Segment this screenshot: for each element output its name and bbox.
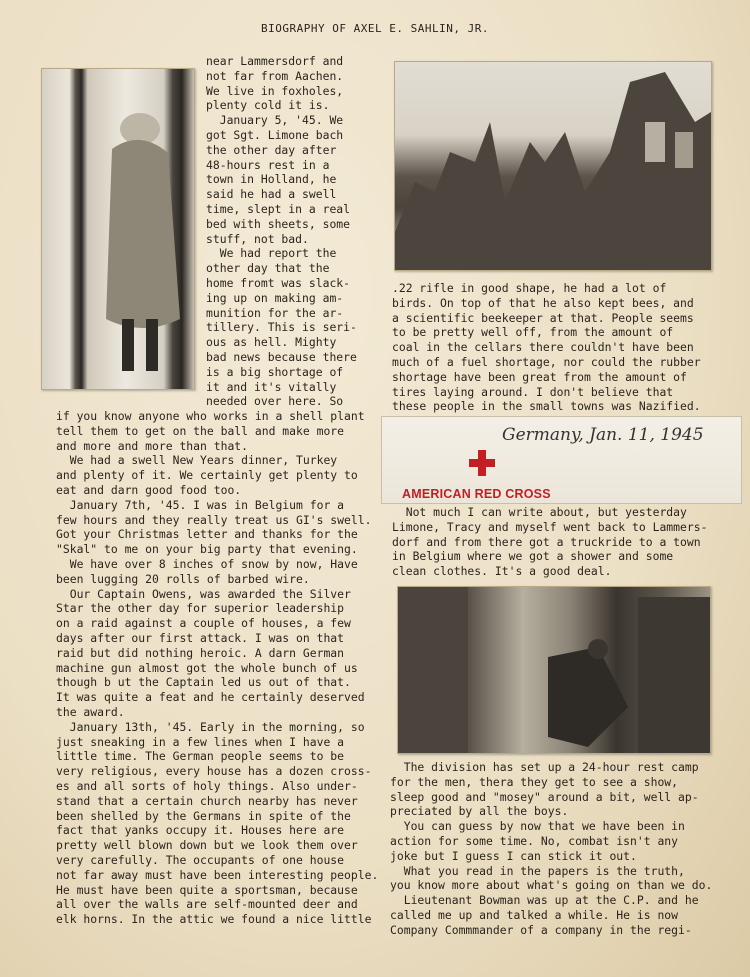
text-column-upper-left: near Lammersdorf and not far from Aachen. We live in foxholes, plenty cold it is. January 5, '45. We got Sgt. Limone bach the other day after 48-hours rest in a town in Holland, he said he had a swell time, slept in a real bed with sheets, some stuff, not bad. We had report the other day that the home fromt was slack- ing up on making am- munition for the ar- tillery. This is seri- ous as hell. Mighty bad news because there is a big shortage of it and it's vitally needed over here. So — [206, 54, 357, 409]
ruins-photo — [394, 61, 712, 271]
text-column-right-upper: .22 rifle in good shape, he had a lot of birds. On top of that he also kept bees, and a scientific beekeeper at that. People seems to be pretty well off, from the amount of coal in the cellars there couldn't have been much of a fuel shortage, nor could the rubber shortage have been great from the amount of tires laying around. I don't believe that these people in the small towns was Nazified. — [392, 281, 701, 414]
red-cross-clipping — [381, 416, 742, 504]
street-scene-icon — [398, 587, 710, 753]
ruins-silhouette-icon — [395, 62, 711, 270]
soldier-figure-icon — [42, 69, 194, 389]
text-column-left: if you know anyone who works in a shell plant tell them to get on the ball and make more and more and more than that. We had a swell New Years dinner, Turkey and plenty of it. We certainly get plenty to eat and darn good food too. January 7th, '45. I was in Belgium for a few hours and they really treat us GI's swell. Got your Christmas letter and thanks for the "Skal" to me on your big party that evening. We have over 8 inches of snow by now, Have been lugging 20 rolls of barbed wire. Our Captain Owens, was awarded the Silver Star the other day for superior leadership on a raid against a couple of houses, a few days after our first attack. I was on that raid but did nothing heroic. A darn German machine gun almost got the whole bunch of us though b ut the Captain led us out of that. It was quite a feat and he certainly deserved the award. January 13th, '45. Early in the morning, so just sneaking in a few lines when I have a little time. The German people seems to be very religious, every house has a dozen cross- es and all sorts of holy things. Also under- stand that a certain church nearby has never been shelled by the Germans in spite of the fact that yanks occupy it. Houses here are pretty well blown down but we look them over very carefully. The occupants of one house not far away must have been interesting people. He must have been quite a sportsman, because all over the walls are self-mounted deer and elk horns. In the attic we found a nice little — [56, 409, 379, 927]
soldier-photo — [41, 68, 195, 390]
street-photo — [397, 586, 711, 754]
red-cross-icon — [469, 450, 495, 476]
handwritten-date: Germany, Jan. 11, 1945 — [502, 425, 704, 445]
red-cross-label: AMERICAN RED CROSS — [402, 487, 551, 501]
text-column-right-lower: The division has set up a 24-hour rest camp for the men, thera they get to see a show, sleep good and "mosey" around a bit, well ap- preciated by all the boys. You can guess by now that we have been in action for some time. No, combat isn't any joke but I guess I can stick it out. What you read in the papers is the truth, you know more about what's going on than we do. Lieutenant Bowman was up at the C.P. and he called me up and talked a while. He is now Company Commmander of a company in the regi- — [390, 760, 713, 937]
text-column-right-middle: Not much I can write about, but yesterday Limone, Tracy and myself went back to Lammers- dorf and from there got a truckride to a town in Belgium where we got a shower and some clean clothes. It's a good deal. — [392, 505, 708, 579]
page-title: BIOGRAPHY OF AXEL E. SAHLIN, JR. — [261, 22, 489, 35]
